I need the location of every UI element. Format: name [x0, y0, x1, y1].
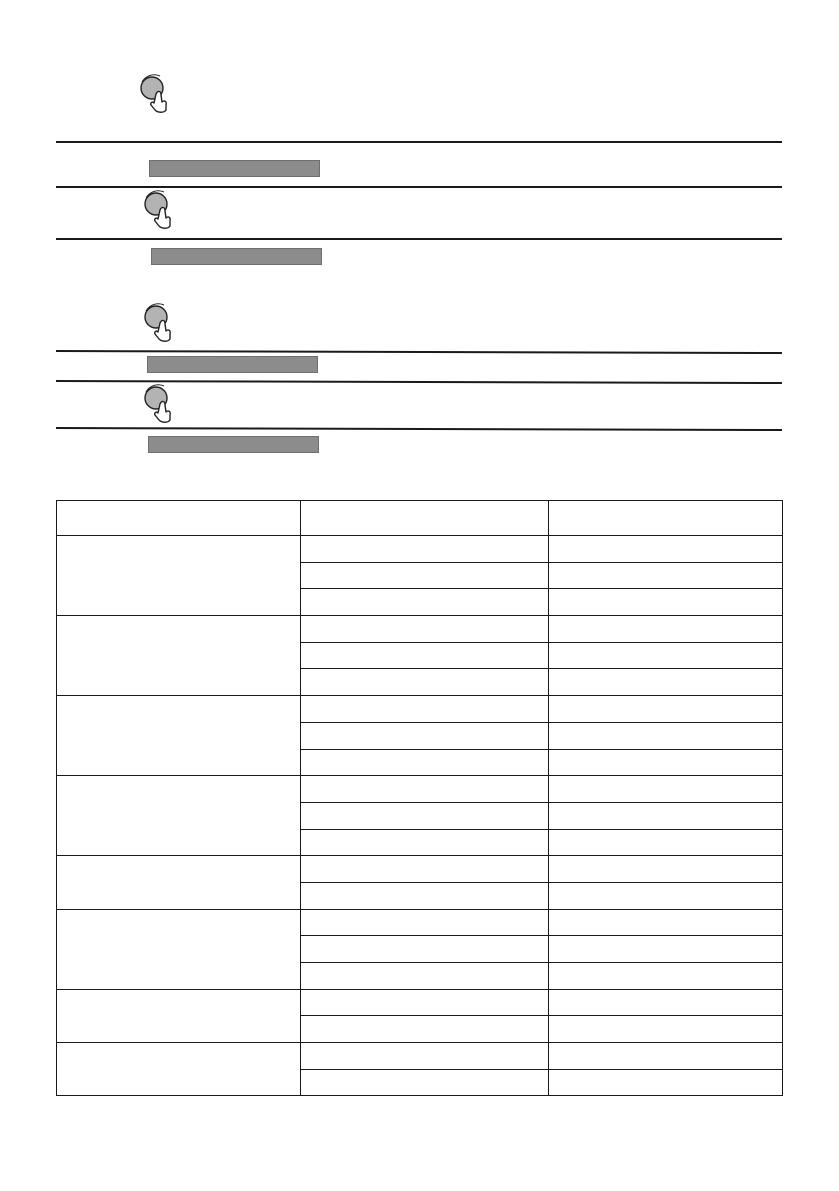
divider	[56, 427, 782, 431]
table-cell	[549, 829, 783, 856]
table-cell	[549, 589, 783, 616]
table-cell	[301, 749, 549, 776]
table-cell	[301, 536, 549, 563]
group-label-cell	[57, 536, 301, 616]
table-cell	[301, 642, 549, 669]
table-cell	[549, 1043, 783, 1070]
table-cell	[549, 696, 783, 723]
table-row	[57, 989, 783, 1016]
settings-table	[56, 500, 783, 1096]
table-cell	[301, 989, 549, 1016]
group-label-cell	[57, 909, 301, 989]
table-cell	[301, 802, 549, 829]
table-row	[57, 909, 783, 936]
table-cell	[549, 722, 783, 749]
table-row	[57, 696, 783, 723]
display-bar	[147, 356, 318, 373]
table-cell	[301, 856, 549, 883]
group-label-cell	[57, 776, 301, 856]
group-label-cell	[57, 989, 301, 1042]
table-row	[57, 856, 783, 883]
divider	[56, 350, 782, 354]
table-cell	[549, 616, 783, 643]
table-header-cell	[549, 501, 783, 536]
table-row	[57, 616, 783, 643]
divider	[56, 238, 782, 240]
table-cell	[301, 776, 549, 803]
table-cell	[301, 722, 549, 749]
table-row	[57, 1043, 783, 1070]
table-cell	[549, 749, 783, 776]
table-cell	[301, 1016, 549, 1043]
display-bar	[148, 436, 319, 453]
display-bar	[151, 248, 322, 265]
table-cell	[301, 562, 549, 589]
table-cell	[301, 669, 549, 696]
table-cell	[301, 1069, 549, 1096]
table-header-cell	[301, 501, 549, 536]
group-label-cell	[57, 1043, 301, 1096]
table-cell	[301, 616, 549, 643]
table-cell	[301, 589, 549, 616]
group-label-cell	[57, 856, 301, 909]
rotary-knob-hand-icon	[140, 188, 176, 230]
table-cell	[549, 802, 783, 829]
table-cell	[549, 642, 783, 669]
table-header-row	[57, 501, 783, 536]
table-cell	[549, 1069, 783, 1096]
table-cell	[549, 776, 783, 803]
table-cell	[301, 909, 549, 936]
table-row	[57, 776, 783, 803]
table-cell	[301, 936, 549, 963]
rotary-knob-hand-icon	[140, 382, 176, 424]
table-cell	[549, 963, 783, 990]
table-cell	[549, 882, 783, 909]
table-cell	[549, 536, 783, 563]
table-cell	[549, 562, 783, 589]
table-cell	[549, 1016, 783, 1043]
table-cell	[301, 696, 549, 723]
table-cell	[549, 909, 783, 936]
table-row	[57, 536, 783, 563]
group-label-cell	[57, 696, 301, 776]
divider	[56, 141, 782, 143]
group-label-cell	[57, 616, 301, 696]
table-cell	[549, 856, 783, 883]
rotary-knob-hand-icon	[140, 301, 176, 343]
table-cell	[301, 1043, 549, 1070]
table-cell	[301, 963, 549, 990]
table-cell	[301, 829, 549, 856]
display-bar	[149, 160, 320, 177]
table-header-cell	[57, 501, 301, 536]
table-cell	[549, 936, 783, 963]
rotary-knob-hand-icon	[136, 72, 172, 114]
table-cell	[549, 989, 783, 1016]
table-cell	[301, 882, 549, 909]
table-cell	[549, 669, 783, 696]
